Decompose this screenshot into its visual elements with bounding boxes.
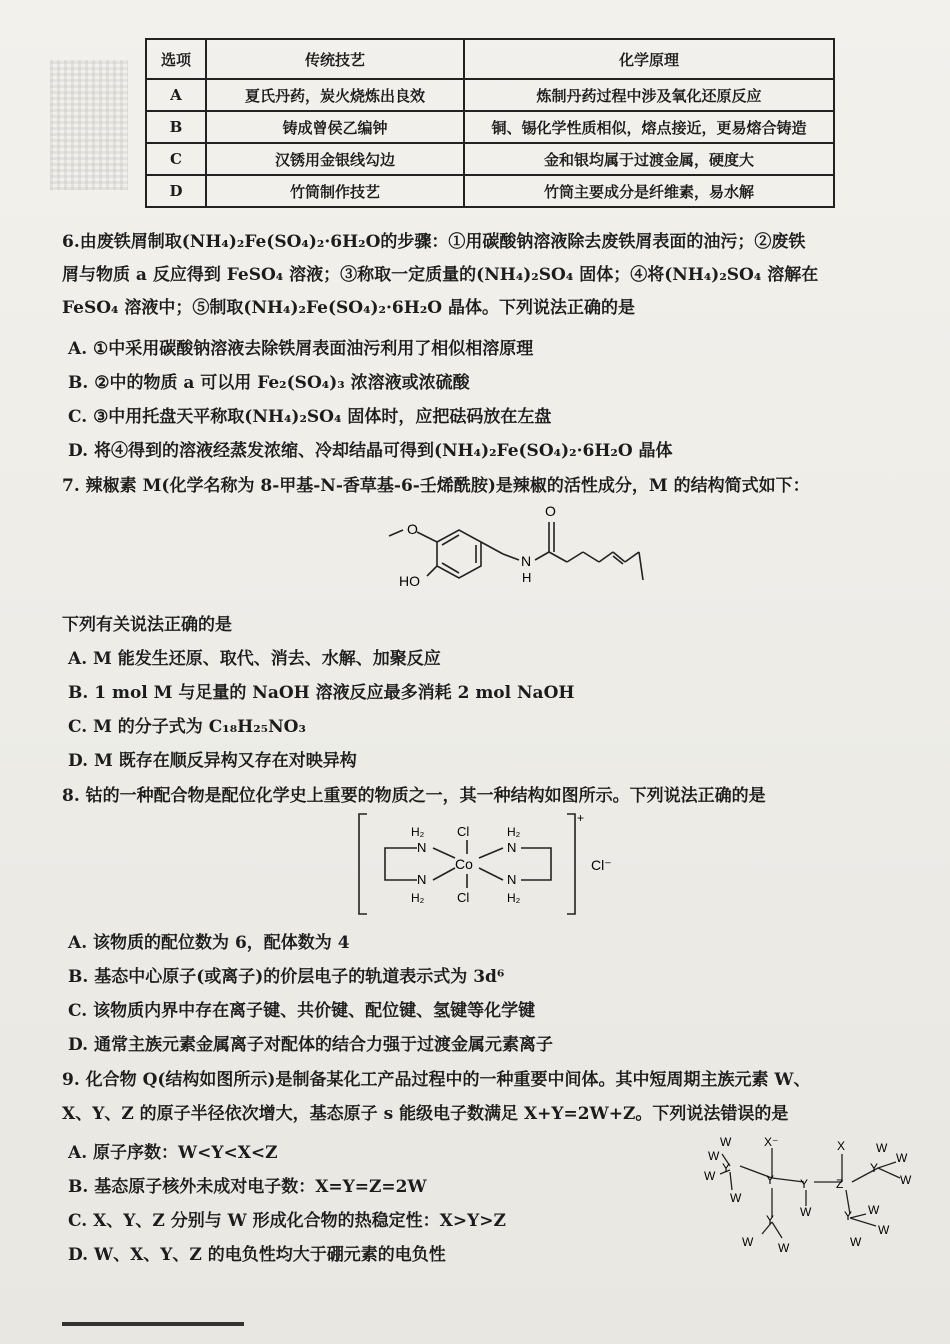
table-header-row xyxy=(146,39,834,79)
q7-option-a: A. M 能发生还原、取代、消去、水解、加聚反应 xyxy=(68,649,441,669)
amide-h-label: H xyxy=(522,570,532,585)
h2-label: H₂ xyxy=(507,825,521,839)
table-header-cell: 传统技艺 xyxy=(206,39,464,79)
q8-option-c: C. 该物质内界中存在离子键、共价键、配位键、氢键等化学键 xyxy=(68,1001,536,1021)
counter-ion-label: Cl⁻ xyxy=(591,857,612,873)
q9-stem-line-1: 9. 化合物 Q(结构如图所示)是制备某化工产品过程中的一种重要中间体。其中短周期主族元素 W、 xyxy=(62,1070,811,1090)
atom-w: W xyxy=(778,1241,790,1255)
atom-y: Y xyxy=(766,1213,775,1227)
charge-label: + xyxy=(577,811,585,825)
atom-w: W xyxy=(800,1205,812,1219)
atom-y: Y xyxy=(722,1161,731,1175)
footer-rule xyxy=(62,1322,244,1326)
table-cell: 铜、锡化学性质相似，熔点接近，更易熔合铸造 xyxy=(464,111,834,143)
q9-option-b: B. 基态原子核外未成对电子数：X=Y=Z=2W xyxy=(68,1177,427,1197)
atom-y: Y xyxy=(870,1161,879,1175)
table-row xyxy=(146,111,834,143)
traditional-craft-table xyxy=(145,38,835,208)
q9-option-d: D. W、X、Y、Z 的电负性均大于硼元素的电负性 xyxy=(68,1245,446,1265)
atom-y: Y xyxy=(766,1173,775,1187)
q6-option-c: C. ③中用托盘天平称取(NH₄)₂SO₄ 固体时，应把砝码放在左盘 xyxy=(68,407,552,427)
hydroxyl-label: HO xyxy=(399,573,420,589)
nitrogen-label: N xyxy=(507,840,517,855)
atom-z: Z xyxy=(836,1177,844,1191)
amide-n-label: N xyxy=(521,553,532,569)
table-cell: 金和银均属于过渡金属，硬度大 xyxy=(464,143,834,175)
qr-code-fragment xyxy=(50,60,128,190)
table-header-cell: 选项 xyxy=(146,39,206,79)
cobalt-complex-structure xyxy=(355,810,635,920)
q7-lead: 下列有关说法正确的是 xyxy=(62,615,232,635)
q7-option-b: B. 1 mol M 与足量的 NaOH 溶液反应最多消耗 2 mol NaOH xyxy=(68,683,575,703)
atom-w: W xyxy=(900,1173,912,1187)
atom-w: W xyxy=(868,1203,880,1217)
q7-option-d: D. M 既存在顺反异构又存在对映异构 xyxy=(68,751,357,771)
q8-option-d: D. 通常主族元素金属离子对配体的结合力强于过渡金属元素离子 xyxy=(68,1035,553,1055)
table-row xyxy=(146,79,834,111)
table-cell: D xyxy=(146,175,206,207)
q7-stem: 7. 辣椒素 M(化学名称为 8-甲基-N-香草基-6-壬烯酰胺)是辣椒的活性成分，M 的结构简式如下： xyxy=(62,476,810,496)
q8-option-a: A. 该物质的配位数为 6，配体数为 4 xyxy=(68,933,350,953)
q6-option-a: A. ①中采用碳酸钠溶液去除铁屑表面油污利用了相似相溶原理 xyxy=(68,339,534,359)
table-cell: 汉锈用金银线勾边 xyxy=(206,143,464,175)
cobalt-center-label: Co xyxy=(455,856,473,872)
table-cell: 竹筒制作技艺 xyxy=(206,175,464,207)
q6-stem-line-3: FeSO₄ 溶液中；⑤制取(NH₄)₂Fe(SO₄)₂·6H₂O 晶体。下列说法正确的是 xyxy=(62,298,635,318)
atom-w: W xyxy=(876,1141,888,1155)
q8-option-b: B. 基态中心原子(或离子)的价层电子的轨道表示式为 3d⁶ xyxy=(68,967,505,987)
table-cell: A xyxy=(146,79,206,111)
table-row xyxy=(146,175,834,207)
table-header-cell: 化学原理 xyxy=(464,39,834,79)
compound-q-structure xyxy=(700,1134,915,1258)
atom-w: W xyxy=(878,1223,890,1237)
table-cell: B xyxy=(146,111,206,143)
atom-w: W xyxy=(730,1191,742,1205)
carbonyl-oxygen-label: O xyxy=(545,503,556,519)
atom-w: W xyxy=(720,1135,732,1149)
q9-stem-line-2: X、Y、Z 的原子半径依次增大，基态原子 s 能级电子数满足 X+Y=2W+Z。下列说法错误的是 xyxy=(62,1104,789,1124)
q6-option-d: D. 将④得到的溶液经蒸发浓缩、冷却结晶可得到(NH₄)₂Fe(SO₄)₂·6H₂O 晶体 xyxy=(68,441,673,461)
atom-w: W xyxy=(896,1151,908,1165)
atom-w: W xyxy=(708,1149,720,1163)
nitrogen-label: N xyxy=(417,872,427,887)
q7-option-c: C. M 的分子式为 C₁₈H₂₅NO₃ xyxy=(68,717,306,737)
h2-label: H₂ xyxy=(411,825,425,839)
atom-w: W xyxy=(704,1169,716,1183)
h2-label: H₂ xyxy=(411,891,425,905)
q8-stem: 8. 钴的一种配合物是配位化学史上重要的物质之一，其一种结构如图所示。下列说法正确的是 xyxy=(62,786,766,806)
atom-y: Y xyxy=(844,1209,853,1223)
q6-option-b: B. ②中的物质 a 可以用 Fe₂(SO₄)₃ 浓溶液或浓硫酸 xyxy=(68,373,470,393)
cl-ligand-bottom: Cl xyxy=(457,890,470,905)
q9-option-a: A. 原子序数：W<Y<X<Z xyxy=(68,1143,278,1163)
table-cell: 铸成曾侯乙编钟 xyxy=(206,111,464,143)
table-cell: 竹筒主要成分是纤维素，易水解 xyxy=(464,175,834,207)
table-cell: 炼制丹药过程中涉及氧化还原反应 xyxy=(464,79,834,111)
table-cell: C xyxy=(146,143,206,175)
q6-stem-line-1: 6.由废铁屑制取(NH₄)₂Fe(SO₄)₂·6H₂O的步骤：①用碳酸钠溶液除去废铁屑表面的油污；②废铁 xyxy=(62,232,806,252)
cl-ligand-top: Cl xyxy=(457,824,470,839)
h2-label: H₂ xyxy=(507,891,521,905)
q9-option-c: C. X、Y、Z 分别与 W 形成化合物的热稳定性：X>Y>Z xyxy=(68,1211,506,1231)
nitrogen-label: N xyxy=(417,840,427,855)
atom-w: W xyxy=(742,1235,754,1249)
nitrogen-label: N xyxy=(507,872,517,887)
atom-x: X xyxy=(837,1139,846,1153)
table-row xyxy=(146,143,834,175)
table-cell: 夏氏丹药，炭火烧炼出良效 xyxy=(206,79,464,111)
capsaicin-structure xyxy=(355,500,645,600)
atom-y: Y xyxy=(800,1177,809,1191)
atom-x-anion: X⁻ xyxy=(764,1135,779,1149)
q6-stem-line-2: 屑与物质 a 反应得到 FeSO₄ 溶液；③称取一定质量的(NH₄)₂SO₄ 固体；④将(NH₄)₂SO₄ 溶解在 xyxy=(62,265,819,285)
atom-w: W xyxy=(850,1235,862,1249)
methoxy-oxygen-label: O xyxy=(407,521,418,537)
